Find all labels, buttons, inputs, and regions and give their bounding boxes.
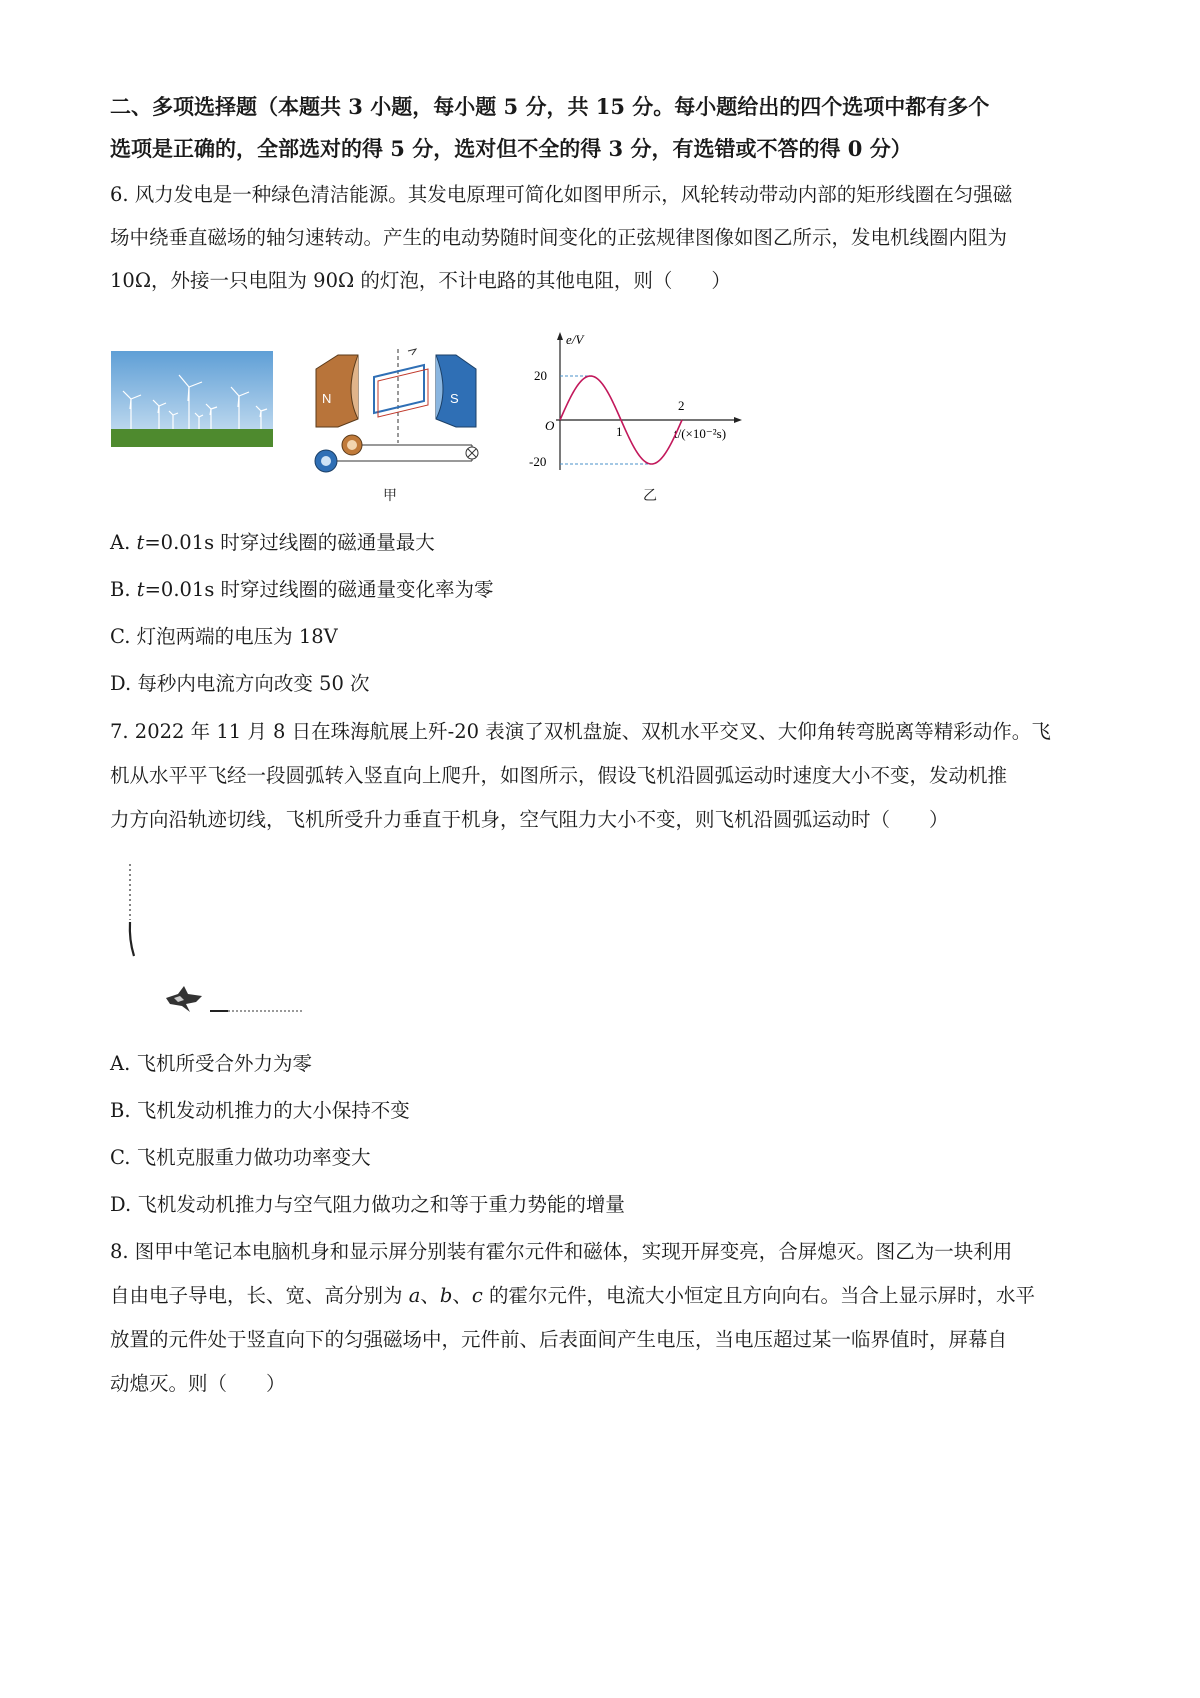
arc-path [130,922,134,956]
q6-option-c[interactable]: C. 灯泡两端的电压为 18V [110,625,338,648]
section-heading-line-1: 二、多项选择题（本题共 3 小题，每小题 5 分，共 15 分。每小题给出的四个选项中都有多个 [110,94,990,119]
jet-icon [166,986,202,1012]
y-tick-20: 20 [534,368,547,383]
emf-time-graph [528,330,768,480]
q6-option-d[interactable]: D. 每秒内电流方向改变 50 次 [110,672,370,695]
q6-option-b-var: t [136,578,145,601]
q8-line2-post: 的霍尔元件，电流大小恒定且方向向右。当合上显示屏时，水平 [482,1284,1035,1307]
q8-stem-line-2 [110,1281,1100,1311]
q8-stem-line-4: 动熄灭。则（ ） [110,1372,286,1395]
q6-option-b-letter: B. [110,578,137,601]
q6-option-a-text: =0.01s 时穿过线圈的磁通量最大 [144,531,435,554]
fig-yi-caption: 乙 [643,488,657,504]
fig-jia-caption: 甲 [383,488,397,504]
q8-var-b: b [439,1284,453,1307]
q7-option-b[interactable]: B. 飞机发动机推力的大小保持不变 [110,1099,410,1122]
q8-sep-1: 、 [420,1284,440,1307]
wind-farm-photo [111,351,273,447]
q7-stem-line-1: 7. 2022 年 11 月 8 日在珠海航展上歼-20 表演了双机盘旋、双机水平交叉、大仰角转弯脱离等精彩动作。飞 [110,720,1051,743]
origin-label: O [545,418,555,433]
x-tick-2: 2 [678,398,685,413]
q7-option-a[interactable]: A. 飞机所受合外力为零 [110,1052,312,1075]
q6-option-b-text: =0.01s 时穿过线圈的磁通量变化率为零 [144,578,494,601]
q8-var-c: c [471,1284,483,1307]
q6-stem-line-2: 场中绕垂直磁场的轴匀速转动。产生的电动势随时间变化的正弦规律图像如图乙所示，发电机线圈内阻为 [110,226,1008,249]
q8-stem-line-1: 8. 图甲中笔记本电脑机身和显示屏分别装有霍尔元件和磁体，实现开屏变亮，合屏熄灭。图乙为一块利用 [110,1240,1013,1263]
q8-stem-line-3: 放置的元件处于竖直向下的匀强磁场中，元件前、后表面间产生电压，当电压超过某一临界值时，屏幕自 [110,1328,1008,1351]
q7-stem-line-3: 力方向沿轨迹切线，飞机所受升力垂直于机身，空气阻力大小不变，则飞机沿圆弧运动时（ ） [110,808,949,831]
magnet-s-label: S [450,391,459,406]
q6-stem-line-3: 10Ω，外接一只电阻为 90Ω 的灯泡，不计电路的其他电阻，则（ ） [110,269,731,292]
q7-stem-line-2: 机从水平平飞经一段圆弧转入竖直向上爬升，如图所示，假设飞机沿圆弧运动时速度大小不变，发动机推 [110,764,1008,787]
q8-line2-pre: 自由电子导电，长、宽、高分别为 [110,1284,409,1307]
q7-option-c[interactable]: C. 飞机克服重力做功功率变大 [110,1146,371,1169]
q6-option-a[interactable] [110,528,1100,558]
y-axis-label: e/V [566,332,584,347]
q6-stem-line-1: 6. 风力发电是一种绿色清洁能源。其发电原理可简化如图甲所示，风轮转动带动内部的矩形线圈在匀强磁 [110,183,1013,206]
q8-sep-2: 、 [452,1284,472,1307]
y-tick-minus-20: -20 [529,454,547,469]
q6-option-a-var: t [136,531,145,554]
q6-option-a-letter: A. [110,531,137,554]
x-tick-1: 1 [616,424,623,439]
x-axis-label: t/(×10⁻²s) [674,426,727,441]
q6-option-b[interactable] [110,575,1100,605]
section-heading-line-2: 选项是正确的，全部选对的得 5 分，选对但不全的得 3 分，有选错或不答的得 0 分） [110,136,912,161]
q8-var-a: a [408,1284,421,1307]
generator-diagram [312,347,484,477]
q7-option-d[interactable]: D. 飞机发动机推力与空气阻力做功之和等于重力势能的增量 [110,1193,625,1216]
jet-trajectory-figure [118,860,308,1030]
magnet-n-label: N [322,391,332,406]
